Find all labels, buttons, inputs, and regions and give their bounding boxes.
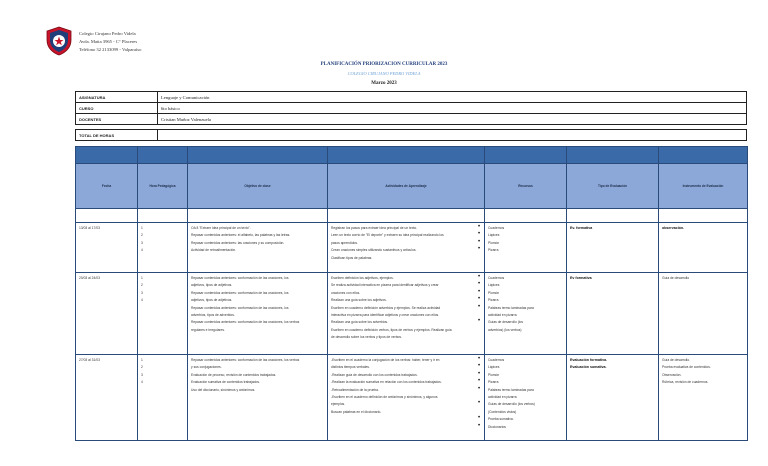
cell-objetivo-line: OA 8 "Extraer idea principal de un texto". — [191, 226, 251, 230]
cell-recursos-line: • Plumón — [488, 290, 563, 297]
info-row-curso — [76, 103, 747, 114]
cell-recursos-line: • Pizarra — [488, 297, 563, 304]
cell-objetivo-line: Evaluación sumativa de contenidos trabajados. — [191, 380, 260, 385]
cell-fecha: 27/03 al 31/03 — [76, 355, 138, 441]
cell-objetivo-line: Actividad de retroalimentación. — [191, 248, 237, 253]
cell-recursos-line: • Pizarra — [488, 247, 563, 254]
cell-recursos-line: • Lápices — [488, 364, 563, 371]
info-label: TOTAL DE HORAS — [76, 130, 158, 141]
table-row — [76, 355, 748, 441]
cell-horas-line: 3 — [141, 240, 143, 245]
table-body — [76, 223, 748, 441]
cell-actividades-line: pasos aprendidos. — [331, 240, 358, 245]
school-name: Colegio Cirujano Pedro Videla — [79, 31, 136, 36]
cell-instrumento-line: Observación. — [662, 372, 682, 377]
cell-recursos-line: • Prueba sumativa. — [488, 416, 563, 423]
cell-actividades-line: -Escriben en el cuaderno definición de antónimos y sinónimos, y algunos — [331, 395, 438, 400]
school-phone: Teléfono 32 2133099 - Valparaíso — [79, 47, 142, 52]
cell-actividades — [328, 273, 485, 355]
info-label: ASIGNATURA — [76, 92, 158, 103]
header-recursos: Recursos — [485, 164, 567, 209]
cell-horas-line: 1 — [141, 276, 143, 280]
cell-instrumento-line: Prueba evaluativa de contenidos. — [662, 365, 711, 370]
school-subtitle: COLEGIO CIRUJANO PEDRO VIDELA — [347, 71, 421, 76]
cell-instrumento-line: observación. — [662, 226, 685, 230]
cell-horas-line: 4 — [141, 248, 143, 253]
info-label: DOCENTES — [76, 114, 158, 125]
cell-recursos-line: • Plumón — [488, 240, 563, 247]
cell-recursos-line: • Cuadernos — [488, 275, 563, 282]
cell-actividades-line: interactiva en pizarra para identificar adjetivos y crear oraciones con ellos. — [331, 313, 440, 318]
cell-tipo-line: Evaluación sumativa. — [570, 365, 607, 370]
table-header-row — [76, 164, 748, 209]
header-hora: Hora Pedagógica — [138, 164, 188, 209]
cell-actividades-line: -Retroalimentación de la prueba. — [331, 387, 379, 392]
table-gap-row — [76, 209, 748, 223]
cell-actividades-line: Leen un texto corrto de "El deporte" y extraen su idea principal realizando los — [331, 233, 444, 238]
cell-objetivo — [188, 355, 328, 441]
cell-actividades-line: Se realiza actividad interactiva en pizarra para identificar adjetivos y crear — [331, 283, 439, 288]
cell-fecha: 13/03 al 17/03 — [76, 223, 138, 273]
cell-objetivo-line: Repasar contenidos anteriores: el alfabeto, las palabras y las letras. — [191, 233, 291, 238]
cell-recursos-line: • Lápices — [488, 282, 563, 289]
cell-horas-line: 4 — [141, 380, 143, 385]
cell-actividades-line: Buscan palabras en el diccionario. — [331, 409, 382, 414]
cell-actividades-line: de desarrollo sobre los verbos y tipos de verbos. — [331, 335, 402, 340]
cell-recursos-line: (Contenidos vistos) — [488, 409, 517, 414]
cell-objetivo-line: Repasar contenidos anteriores: conformación de las oraciones, los — [191, 305, 289, 310]
cell-recursos-line: • Lápices — [488, 232, 563, 239]
info-row-total-horas — [76, 130, 747, 141]
cell-actividades-line: Realizan una guía sobre los adjetivos. — [331, 298, 387, 303]
cell-objetivo-line: y sus conjugaciones. — [191, 365, 222, 370]
cell-recursos-line: • Palabras termo laminadas para — [488, 305, 563, 312]
cell-horas-line: 2 — [141, 365, 143, 370]
cell-actividades-line: Clasifican tipos de palabras. — [331, 255, 373, 260]
school-info — [79, 30, 141, 54]
cell-recursos-line: adverbios) (los verbos) — [488, 327, 522, 332]
cell-recursos — [485, 273, 567, 355]
table-row — [76, 273, 748, 355]
cell-objetivo-line: Evaluación de proceso, revisión de contenidos trabajados. — [191, 372, 277, 377]
cell-objetivo-line: Uso del diccionario, sinónimos y antónimos. — [191, 387, 256, 392]
cell-recursos-line: actividad en pizarra — [488, 395, 517, 400]
cell-actividades — [328, 223, 485, 273]
cell-horas-line: 1 — [141, 226, 143, 230]
cell-instrumento-line: Guía de desarrollo. — [662, 358, 691, 362]
header-instrumento: Instrumento de Evaluación — [659, 164, 748, 209]
cell-tipo — [567, 223, 659, 273]
cell-recursos-line: • Cuadernos — [488, 357, 563, 364]
cell-objetivo — [188, 273, 328, 355]
info-table — [75, 91, 747, 141]
info-value: Cristian Muñoz Valenzuela — [158, 114, 747, 125]
cell-objetivo-line: Repasar contenidos anteriores: conformación de las oraciones, los verbos — [191, 358, 300, 362]
cell-recursos-line: • Guías de desarrollo (los — [488, 319, 563, 326]
cell-objetivo-line: regulares e irregulares. — [191, 327, 225, 332]
cell-recursos-line: • Guías de desarrollo (los verbos) — [488, 401, 563, 408]
cell-recursos-line: • Diccionarios — [488, 424, 563, 431]
header-fecha: Fecha — [76, 164, 138, 209]
cell-tipo-line: Ev. formativa — [570, 226, 593, 230]
cell-instrumento — [659, 273, 748, 355]
cell-actividades-line: distintos tiempos verbales. — [331, 365, 370, 370]
cell-instrumento — [659, 355, 748, 441]
cell-actividades-line: Registran los pasos para extraer idea principal de un texto. — [331, 226, 418, 230]
cell-objetivo-line: adjetivos, tipos de adjetivos. — [191, 283, 233, 288]
cell-objetivo — [188, 223, 328, 273]
info-label: CURSO — [76, 103, 158, 114]
cell-horas-line: 4 — [141, 298, 143, 303]
cell-objetivo-line: Repasar contenidos anteriores: conformación de las oraciones, los verbos — [191, 320, 300, 325]
school-shield-logo — [46, 26, 72, 56]
cell-horas — [138, 223, 188, 273]
cell-horas — [138, 273, 188, 355]
header-actividades: Actividades de Aprendizaje — [328, 164, 485, 209]
cell-objetivo-line: Repasar contenidos anteriores: conformación de las oraciones, los — [191, 290, 289, 295]
cell-actividades-line: Realizan una guía sobre los adverbios. — [331, 320, 388, 325]
cell-actividades-line: -Realizan guía de desarrollo con los contenidos trabajados. — [331, 372, 418, 377]
table-band — [76, 147, 748, 164]
cell-objetivo-line: adverbios, tipos de adverbios. — [191, 313, 235, 318]
cell-tipo-line: Evaluación formativa. — [570, 358, 608, 362]
cell-fecha: 20/03 al 24/03 — [76, 273, 138, 355]
month-title: Marzo 2023 — [371, 81, 397, 86]
cell-objetivo-line: Repasar contenidos anteriores: conformación de las oraciones, los — [191, 276, 289, 280]
cell-horas-line: 2 — [141, 233, 143, 238]
cell-instrumento-line: Rúbrica, revisión de cuadernos. — [662, 380, 709, 385]
cell-tipo-line: Ev formativa — [570, 276, 592, 280]
info-value — [158, 130, 747, 141]
cell-recursos-line: • Palabras termo laminadas para — [488, 387, 563, 394]
info-row-asignatura — [76, 92, 747, 103]
cell-objetivo-line: Repasar contenidos anteriores: las oraciones y su composición. — [191, 240, 285, 245]
cell-instrumento-line: Guía de desarrollo — [662, 276, 690, 280]
cell-actividades-line: Crean oraciones simples utilizando sustantivos y artículos. — [331, 248, 417, 253]
cell-tipo — [567, 355, 659, 441]
cell-horas-line: 3 — [141, 372, 143, 377]
cell-actividades-line: Escriben en cuaderno definición adverbios y ejemplos. Se realiza actividad — [331, 305, 441, 310]
header-objetivo: Objetivo de clase — [188, 164, 328, 209]
table-row — [76, 223, 748, 273]
cell-actividades-line: ejemplos. — [331, 402, 346, 407]
cell-recursos-line: • Pizarra — [488, 379, 563, 386]
cell-actividades-line: -Realizan la evaluación sumativa en relación con los contenidos trabajados. — [331, 380, 442, 385]
cell-actividades-line: Escriben definición los adjetivos, ejemplos. — [331, 276, 394, 280]
cell-recursos-line: actividad en pizarra — [488, 313, 517, 318]
cell-actividades-line: -Escriben en el cuaderno la conjugación de los verbos: haber, tener y ir en — [331, 358, 440, 362]
cell-horas-line: 2 — [141, 283, 143, 288]
cell-tipo — [567, 273, 659, 355]
cell-actividades — [328, 355, 485, 441]
school-address: Avda. Matta 3965 - C° Placeres — [79, 39, 138, 44]
cell-recursos-line: • Cuadernos — [488, 225, 563, 232]
cell-actividades-line: oraciones con ellos. — [331, 290, 361, 295]
cell-horas — [138, 355, 188, 441]
planning-table — [75, 146, 748, 441]
info-value: 6to básico — [158, 103, 747, 114]
cell-objetivo-line: adjetivos, tipos de adjetivos. — [191, 298, 233, 303]
info-value: Lenguaje y Comunicación — [158, 92, 747, 103]
cell-recursos — [485, 355, 567, 441]
document-title: PLANIFICACIÓN PRIORIZACION CURRICULAR 2023 — [320, 62, 448, 67]
cell-recursos — [485, 223, 567, 273]
cell-horas-line: 1 — [141, 358, 143, 362]
cell-recursos-line: • Plumón — [488, 372, 563, 379]
cell-horas-line: 3 — [141, 290, 143, 295]
header-tipo: Tipo de Evaluación — [567, 164, 659, 209]
cell-instrumento — [659, 223, 748, 273]
cell-actividades-line: Escriben en cuaderno definición verbos, tipos de verbos y ejemplos. Realizan guía — [331, 327, 452, 332]
info-row-docentes — [76, 114, 747, 125]
